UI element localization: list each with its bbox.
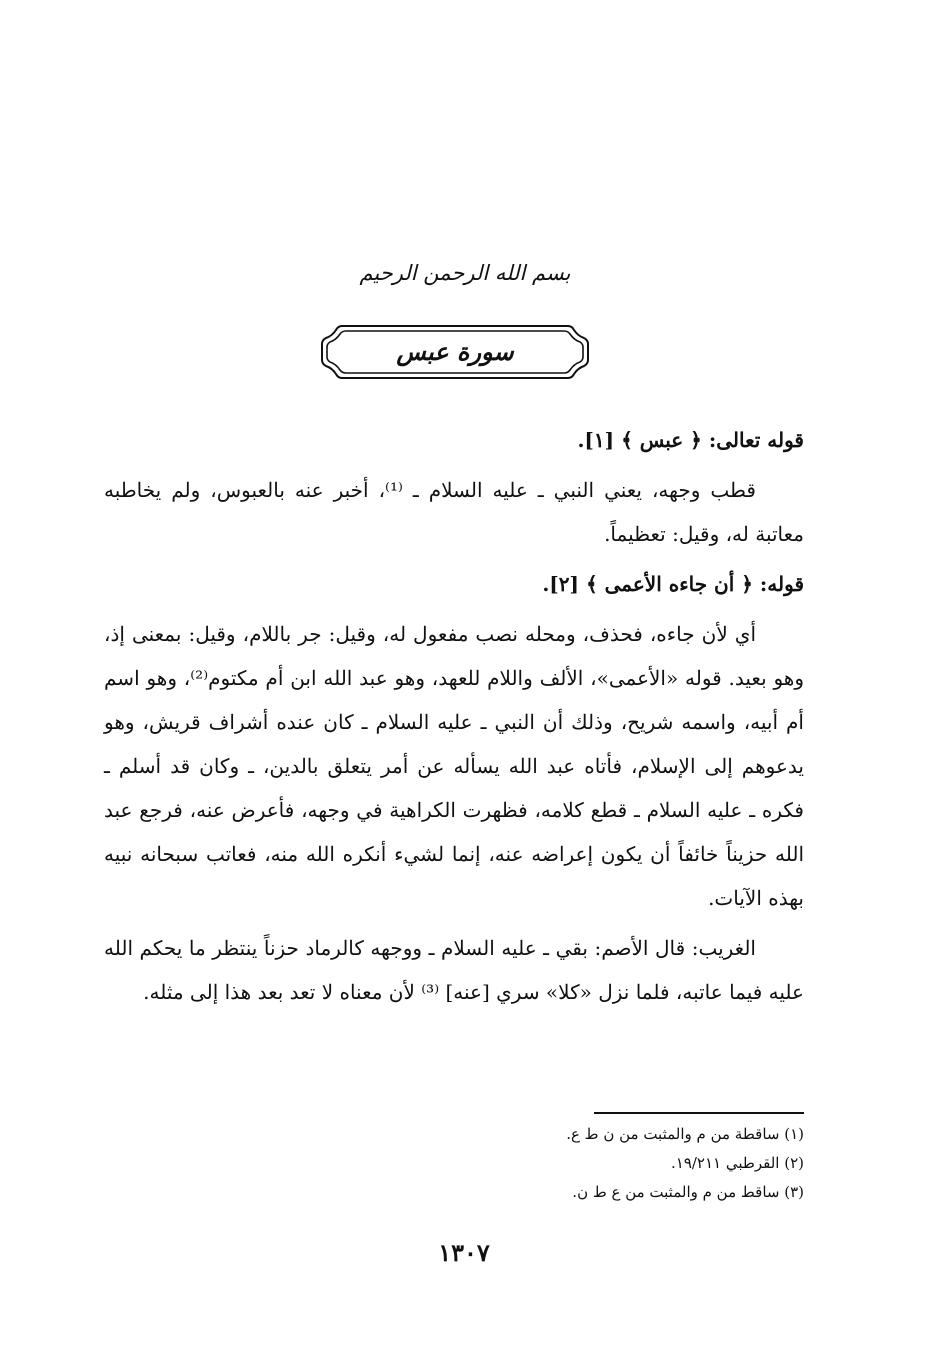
footnotes: [360, 1120, 804, 1207]
commentary-paragraph-2: أي لأن جاءه، فحذف، ومحله نصب مفعول له، وقيل: جر باللام، وقيل: بمعنى إذ، وهو بعيد. قوله «الأعمى»، الألف واللام للعهد، وهو عبد الله ابن أم مكتوم⁽²⁾، وهو اسم أم أبيه، واسمه شريح، وذلك أن النبي ـ عليه السلام ـ كان عنده أشراف قريش، وهو يدعوهم إلى الإسلام، فأتاه عبد الله يسأله عن أمر يتعلق بالدين، ـ وكان قد أسلم ـ فكره ـ عليه السلام ـ قطع كلامه، فظهرت الكراهية في وجهه، فأعرض عنه، فرجع عبد الله حزيناً خائفاً أن يكون إعراضه عنه، إنما لشيء أنكره الله منه، فعاتب سبحانه نبيه بهذه الآيات.: [104, 622, 805, 910]
quran-verse-heading-1: قوله تعالى: ﴿ عبس ﴾ [١].: [577, 428, 804, 452]
commentary-paragraph-3: الغريب: قال الأصم: بقي ـ عليه السلام ـ ووجهه كالرماد حزناً ينتظر ما يحكم الله عليه فيما عاتبه، فلما نزل «كلا» سري [عنه] ⁽³⁾ لأن معناه لا تعد بعد هذا إلى مثله.: [104, 936, 804, 1004]
footnote-divider: [594, 1112, 804, 1114]
main-text: [104, 418, 804, 1020]
basmala: بسم الله الرحمن الرحيم: [359, 261, 571, 285]
footnote-1: (١) ساقطة من م والمثبت من ن ط ع.: [566, 1125, 804, 1143]
page-number: ١٣٠٧: [438, 1238, 490, 1267]
footnote-2: (٢) القرطبي ١٩/٢١١.: [670, 1154, 804, 1172]
quran-verse-heading-2: قوله: ﴿ أن جاءه الأعمى ﴾ [٢].: [542, 572, 804, 596]
surah-title: سورة عبس: [396, 337, 514, 366]
commentary-paragraph-1: قطب وجهه، يعني النبي ـ عليه السلام ـ ⁽¹⁾، أخبر عنه بالعبوس، ولم يخاطبه معاتبة له، وقيل: تعظيماً.: [104, 478, 804, 546]
footnote-3: (٣) ساقط من م والمثبت من ع ط ن.: [572, 1183, 804, 1201]
surah-title-frame: [320, 322, 590, 382]
